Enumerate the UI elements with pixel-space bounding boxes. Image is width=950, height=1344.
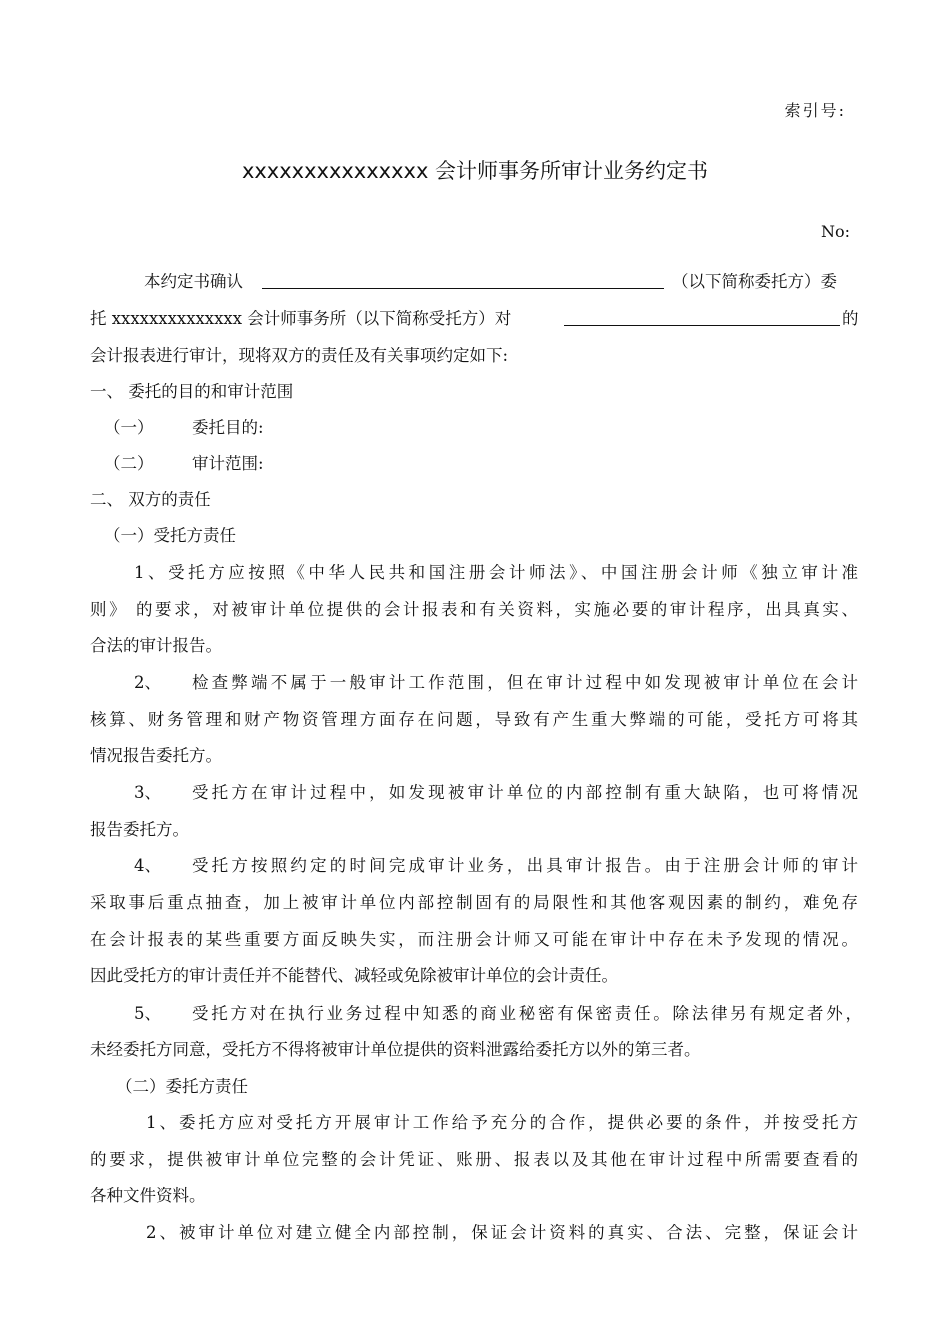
paragraph-1-line-2: 则》 的要求，对被审计单位提供的会计报表和有关资料，实施必要的审计程序，出具真实、 (90, 600, 858, 619)
paragraph-3-number: 3、 (134, 783, 161, 802)
document-number-label: No: (820, 222, 850, 241)
section-1-heading: 一、 委托的目的和审计范围 (90, 382, 294, 401)
section-2-sub-1-heading: （一）受托方责任 (104, 526, 236, 545)
section-1-item-1-text: 委托目的: (192, 418, 264, 437)
paragraph-1-line-3: 合法的审计报告。 (90, 636, 222, 655)
section-1-item-2-number: （二） (104, 454, 154, 473)
client-item-2-line-1: 2、被审计单位对建立健全内部控制，保证会计资料的真实、合法、完整，保证会计 (146, 1223, 858, 1242)
paragraph-3-line-1: 受托方在审计过程中，如发现被审计单位的内部控制有重大缺陷，也可将情况 (192, 783, 858, 802)
section-2-sub-2-heading: （二）委托方责任 (116, 1077, 248, 1096)
paragraph-2-line-2: 核算、财务管理和财产物资管理方面存在问题，导致有产生重大弊端的可能，受托方可将其 (90, 710, 858, 729)
section-1-item-2-text: 审计范围: (192, 454, 264, 473)
paragraph-2-line-1: 检查弊端不属于一般审计工作范围，但在审计过程中如发现被审计单位在会计 (192, 673, 858, 692)
paragraph-4-line-1: 受托方按照约定的时间完成审计业务，出具审计报告。由于注册会计师的审计 (192, 856, 858, 875)
intro-line-1-suffix: （以下简称委托方）委 (672, 272, 837, 291)
paragraph-4-line-2: 采取事后重点抽查，加上被审计单位内部控制固有的局限性和其他客观因素的制约，难免存 (90, 893, 858, 912)
paragraph-2-number: 2、 (134, 673, 161, 692)
intro-line-2-prefix: 托 xxxxxxxxxxxxxx 会计师事务所（以下简称受托方）对 (90, 309, 512, 328)
paragraph-5-number: 5、 (134, 1004, 161, 1023)
intro-line-3: 会计报表进行审计，现将双方的责任及有关事项约定如下: (90, 346, 509, 365)
paragraph-5-line-1: 受托方对在执行业务过程中知悉的商业秘密有保密责任。除法律另有规定者外， (192, 1004, 862, 1023)
intro-line-2-suffix: 的 (842, 309, 859, 328)
client-item-1-line-2: 的要求，提供被审计单位完整的会计凭证、账册、报表以及其他在审计过程中所需要查看的 (90, 1150, 858, 1169)
index-number-label: 索引号: (784, 101, 846, 120)
intro-line-1 (144, 272, 243, 292)
paragraph-3-line-2: 报告委托方。 (90, 820, 189, 839)
entity-name-blank (564, 309, 840, 326)
paragraph-2-line-3: 情况报告委托方。 (90, 746, 222, 765)
paragraph-4-line-3: 在会计报表的某些重要方面反映失实，而注册会计师又可能在审计中存在未予发现的情况。 (90, 930, 858, 949)
paragraph-5-line-2: 未经委托方同意，受托方不得将被审计单位提供的资料泄露给委托方以外的第三者。 (90, 1040, 701, 1059)
client-item-1-line-1: 1、委托方应对受托方开展审计工作给予充分的合作，提供必要的条件，并按受托方 (146, 1113, 858, 1132)
client-name-blank (262, 272, 664, 289)
paragraph-4-line-4: 因此受托方的审计责任并不能替代、减轻或免除被审计单位的会计责任。 (90, 966, 618, 985)
document-title: xxxxxxxxxxxxxxx 会计师事务所审计业务约定书 (241, 159, 709, 183)
intro-line-1-prefix: 本约定书确认 (144, 272, 243, 291)
paragraph-4-number: 4、 (134, 856, 161, 875)
client-item-1-line-3: 各种文件资料。 (90, 1186, 206, 1205)
section-1-item-1-number: （一） (104, 418, 154, 437)
section-2-heading: 二、 双方的责任 (90, 490, 211, 509)
paragraph-1-line-1: 1、受托方应按照《中华人民共和国注册会计师法》、中国注册会计师《独立审计准 (134, 563, 858, 582)
